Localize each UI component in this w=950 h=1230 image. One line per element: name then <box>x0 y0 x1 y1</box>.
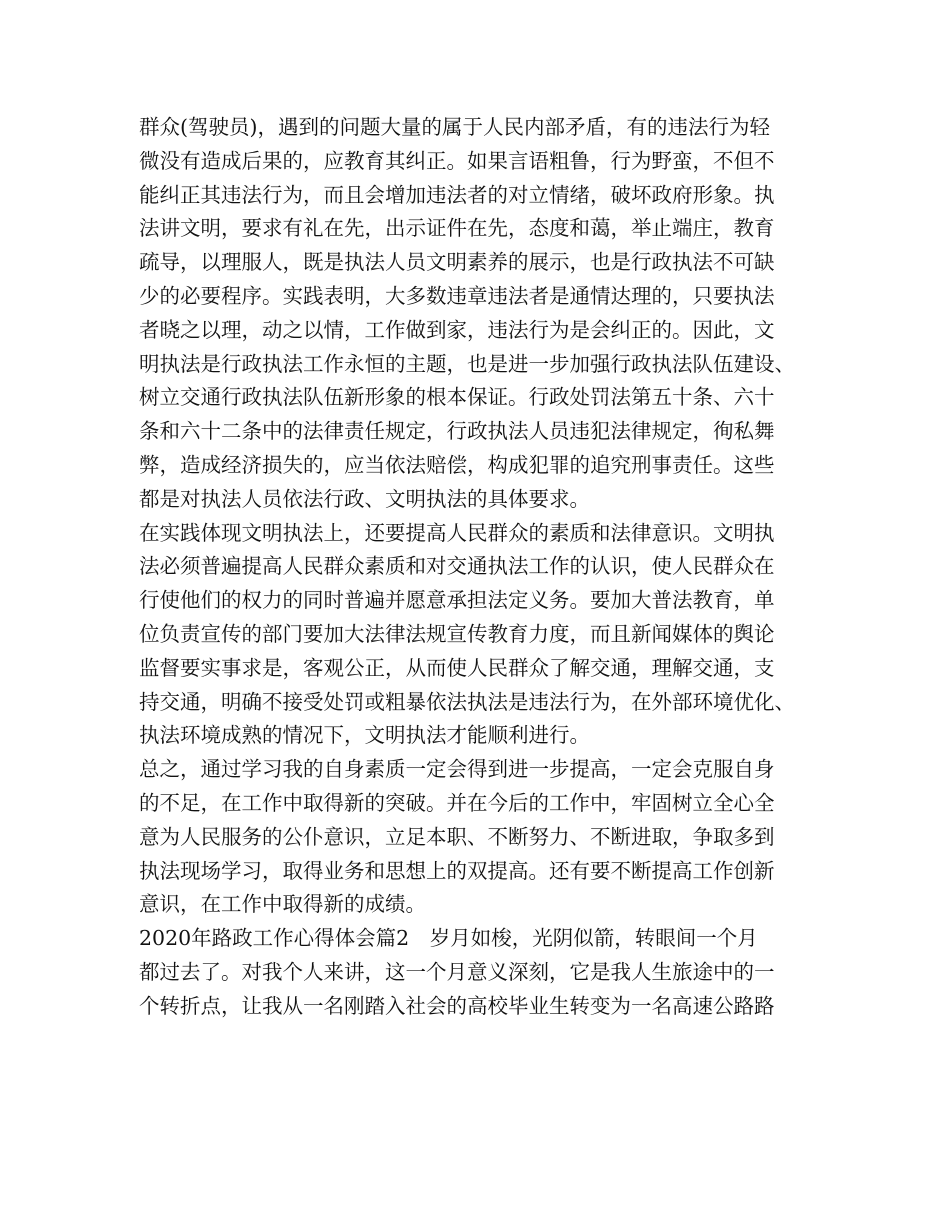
text-line: 2020年路政工作心得体会篇2 岁月如梭，光阴似箭，转眼间一个月 <box>139 926 758 951</box>
text-line: 法必须普遍提高人民群众素质和对交通执法工作的认识，使人民群众在 <box>139 554 775 579</box>
text-line: 都过去了。对我个人来讲，这一个月意义深刻，它是我人生旅途中的一 <box>139 959 775 984</box>
text-line: 总之，通过学习我的自身素质一定会得到进一步提高，一定会克服自身 <box>139 757 775 782</box>
text-line: 执法环境成熟的情况下，文明执法才能顺利进行。 <box>139 723 590 748</box>
text-line: 执法现场学习，取得业务和思想上的双提高。还有要不断提高工作创新 <box>139 858 775 883</box>
text-line: 条和六十二条中的法律责任规定，行政执法人员违犯法律规定，徇私舞 <box>139 419 775 444</box>
text-line: 少的必要程序。实践表明，大多数违章违法者是通情达理的，只要执法 <box>139 283 775 308</box>
text-line: 的不足，在工作中取得新的突破。并在今后的工作中，牢固树立全心全 <box>139 790 775 815</box>
body-text <box>139 111 819 1024</box>
text-line: 意识，在工作中取得新的成绩。 <box>139 892 426 917</box>
text-line: 群众(驾驶员)，遇到的问题大量的属于人民内部矛盾，有的违法行为轻 <box>139 115 770 139</box>
text-line: 持交通，明确不接受处罚或粗暴依法执法是违法行为，在外部环境优化、 <box>139 689 795 714</box>
text-line: 意为人民服务的公仆意识，立足本职、不断努力、不断进取，争取多到 <box>139 824 775 849</box>
text-line: 都是对执法人员依法行政、文明执法的具体要求。 <box>139 486 590 511</box>
text-line: 疏导，以理服人，既是执法人员文明素养的展示，也是行政执法不可缺 <box>139 250 775 275</box>
text-line: 个转折点，让我从一名刚踏入社会的高校毕业生转变为一名高速公路路 <box>139 993 775 1018</box>
text-line: 能纠正其违法行为，而且会增加违法者的对立情绪，破坏政府形象。执 <box>139 182 775 207</box>
text-line: 在实践体现文明执法上，还要提高人民群众的素质和法律意识。文明执 <box>139 520 775 545</box>
text-line: 者晓之以理，动之以情，工作做到家，违法行为是会纠正的。因此，文 <box>139 317 775 342</box>
text-line: 弊，造成经济损失的，应当依法赔偿，构成犯罪的追究刑事责任。这些 <box>139 452 775 477</box>
text-line: 明执法是行政执法工作永恒的主题，也是进一步加强行政执法队伍建设、 <box>139 351 795 376</box>
text-line: 监督要实事求是，客观公正，从而使人民群众了解交通，理解交通，支 <box>139 655 775 680</box>
text-line: 法讲文明，要求有礼在先，出示证件在先，态度和蔼，举止端庄，教育 <box>139 216 775 241</box>
text-line: 树立交通行政执法队伍新形象的根本保证。行政处罚法第五十条、六十 <box>139 385 775 410</box>
text-line: 行使他们的权力的同时普遍并愿意承担法定义务。要加大普法教育，单 <box>139 588 775 613</box>
text-line: 位负责宣传的部门要加大法律法规宣传教育力度，而且新闻媒体的舆论 <box>139 621 775 646</box>
text-line: 微没有造成后果的，应教育其纠正。如果言语粗鲁，行为野蛮，不但不 <box>139 148 775 173</box>
